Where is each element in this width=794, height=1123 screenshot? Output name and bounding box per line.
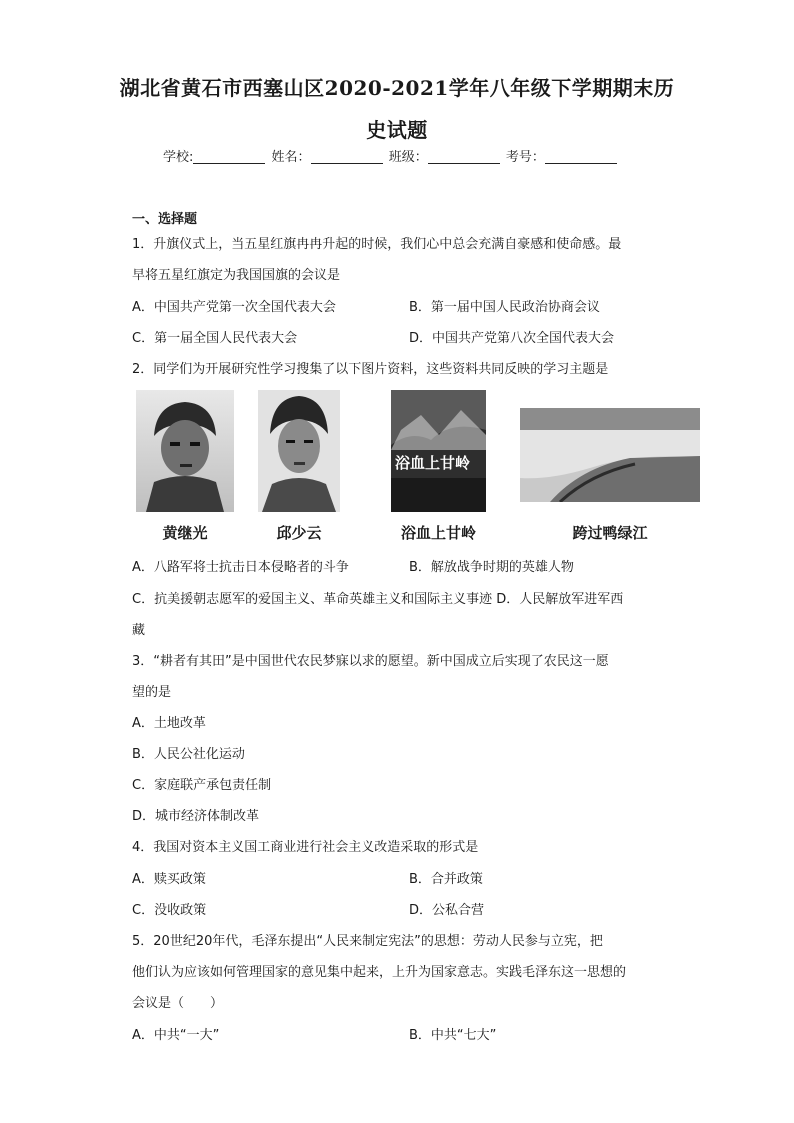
class-blank xyxy=(428,149,500,164)
q1-option-a: A．中国共产党第一次全国代表大会 xyxy=(132,300,336,315)
q1-option-c: C．第一届全国人民代表大会 xyxy=(132,331,298,346)
name-label: 姓名： xyxy=(271,150,311,165)
q4-stem-line1: 4．我国对资本主义国工商业进行社会主义改造采取的形式是 xyxy=(132,840,479,855)
q5-stem-line1: 5．20世纪20年代，毛泽东提出“人民来制定宪法”的思想：劳动人民参与立宪，把 xyxy=(132,934,603,949)
school-label: 学校: xyxy=(163,150,194,165)
q2-option-a: A．八路军将士抗击日本侵略者的斗争 xyxy=(132,560,349,575)
q5-stem-line2: 他们认为应该如何管理国家的意见集中起来，上升为国家意志。实践毛泽东这一思想的 xyxy=(132,965,627,980)
photo-caption: 浴血上甘岭 xyxy=(400,524,476,542)
q1-stem-line1: 1．升旗仪式上，当五星红旗冉冉升起的时候，我们心中总会充满自豪感和使命感。最 xyxy=(132,237,622,252)
school-blank xyxy=(193,149,265,164)
exam-title-line2: 史试题 xyxy=(366,118,428,142)
exam-no-label: 考号： xyxy=(505,150,545,165)
q3-option-a: A．土地改革 xyxy=(132,716,206,731)
q3-stem-line1: 3．“耕者有其田”是中国世代农民梦寐以求的愿望。新中国成立后实现了农民这一愿 xyxy=(132,654,609,669)
photo-caption: 邱少云 xyxy=(276,524,322,542)
q1-option-d: D．中国共产党第八次全国代表大会 xyxy=(409,331,615,346)
q2-option-b: B．解放战争时期的英雄人物 xyxy=(409,560,574,575)
q2-stem-line1: 2．同学们为开展研究性学习搜集了以下图片资料，这些资料共同反映的学习主题是 xyxy=(132,362,609,377)
photo-caption: 跨过鸭绿江 xyxy=(572,524,648,542)
q3-option-b: B．人民公社化运动 xyxy=(132,747,245,762)
q2-option-c-d: C．抗美援朝志愿军的爱国主义、革命英雄主义和国际主义事迹 D．人民解放军进军西 xyxy=(132,592,624,607)
q4-option-a: A．赎买政策 xyxy=(132,872,206,887)
q3-option-c: C．家庭联产承包责任制 xyxy=(132,778,272,793)
q4-option-d: D．公私合营 xyxy=(409,903,485,918)
portrait-photo-icon xyxy=(136,390,234,512)
section-heading: 一、选择题 xyxy=(132,212,198,227)
portrait-photo-icon xyxy=(258,390,340,512)
q4-option-c: C．没收政策 xyxy=(132,903,207,918)
river-crossing-photo-icon xyxy=(520,408,700,502)
q3-option-d: D．城市经济体制改革 xyxy=(132,809,260,824)
q1-option-b: B．第一届中国人民政治协商会议 xyxy=(409,300,600,315)
q5-option-b: B．中共“七大” xyxy=(409,1028,497,1043)
q3-stem-line2: 望的是 xyxy=(132,685,172,700)
name-blank xyxy=(311,149,383,164)
photo-caption: 黄继光 xyxy=(162,524,208,542)
q4-option-b: B．合并政策 xyxy=(409,872,483,887)
exam-no-blank xyxy=(545,149,617,164)
q2-option-d-wrap: 藏 xyxy=(132,623,146,638)
class-label: 班级： xyxy=(388,150,428,165)
student-info-row xyxy=(163,146,619,165)
book-cover-photo-icon xyxy=(391,390,486,512)
exam-title-line1: 湖北省黄石市西塞山区2020-2021学年八年级下学期期末历 xyxy=(119,76,675,100)
q1-stem-line2: 早将五星红旗定为我国国旗的会议是 xyxy=(132,268,341,283)
q5-option-a: A．中共“一大” xyxy=(132,1028,220,1043)
q5-stem-line3: 会议是（ ） xyxy=(132,996,224,1011)
book-cover-text: 浴血上甘岭 xyxy=(395,454,471,472)
